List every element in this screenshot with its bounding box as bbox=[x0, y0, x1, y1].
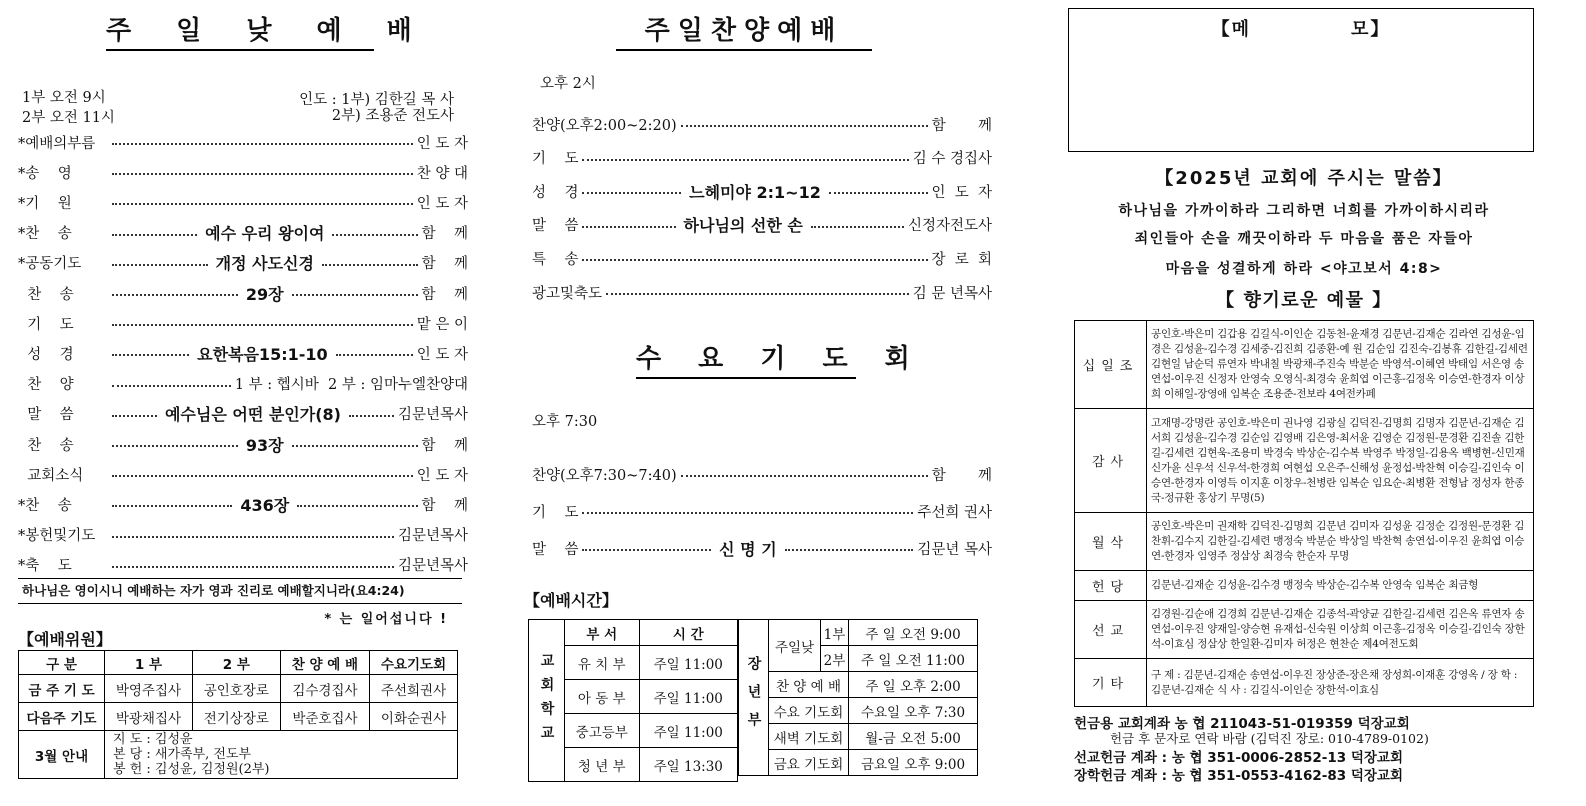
committee-table bbox=[18, 650, 458, 779]
order-person: 함 께 bbox=[421, 286, 468, 303]
order-label: 광고및축도 bbox=[532, 285, 603, 302]
order-label: *축 도 bbox=[18, 558, 72, 575]
march-label: 3월 안내 bbox=[19, 731, 105, 779]
leader-dots bbox=[349, 415, 394, 417]
committee-header: 수요기도회 bbox=[370, 651, 458, 675]
memo-title bbox=[1069, 15, 1533, 41]
leader-dots bbox=[582, 549, 711, 551]
committee-cell: 박영주집사 bbox=[105, 675, 193, 703]
order-title: 436장 bbox=[240, 495, 290, 515]
order-person: 함 께 bbox=[421, 256, 469, 273]
offering-category: 기타 bbox=[1075, 659, 1147, 707]
order-row bbox=[532, 537, 992, 559]
wednesday-time: 오후 7:30 bbox=[532, 414, 598, 430]
leader-dots bbox=[112, 475, 413, 477]
leader-1: 인도 : 1부) 김한길 목 사 bbox=[299, 92, 454, 108]
order-person: 인 도 자 bbox=[931, 184, 992, 201]
leader-dots bbox=[681, 125, 928, 127]
verse-line: 죄인들아 손을 깨끗이하라 두 마음을 품은 자들아 bbox=[1134, 231, 1474, 247]
order-person: 함 께 bbox=[421, 437, 468, 454]
leader-2: 2부) 조용준 전도사 bbox=[331, 108, 454, 124]
offering-category: 헌당 bbox=[1075, 571, 1147, 601]
order-label: *봉헌및기도 bbox=[18, 528, 96, 545]
order-person: 인 도 자 bbox=[416, 467, 468, 484]
order-title: 느헤미야 2:1~12 bbox=[689, 182, 821, 202]
dept-name: 청 년 부 bbox=[565, 748, 640, 782]
adult-part: 2부 bbox=[821, 646, 849, 672]
order-row bbox=[18, 282, 468, 304]
offering-names: 공인호-박은미 김갑용 김길식-이인순 김동천-윤재경 김문년-김재순 김라연 김성윤-임경은 김성윤-김수경 김세중-김진희 김종환-예 원 김순임 김진숙-김봉휴 김한길-김세련 김현일 남순덕 류연자 박내칠 박광채-주진숙 박분순 박영석-이혜연 박태임 서은영 송연섭-이우진 신정자 안영숙 오영식-최경숙 윤희엽 이근홍-김정옥 이승연-한경자 이상희 이해일-장영애 임복순 조용준-전보라 4여전카페 bbox=[1147, 321, 1534, 409]
order-row bbox=[18, 463, 468, 485]
dept-time: 주일 11:00 bbox=[639, 680, 738, 714]
committee-title: 【예배위원】 bbox=[18, 630, 112, 649]
order-person: 김 문 년목사 bbox=[912, 285, 992, 302]
leader-dots bbox=[582, 512, 913, 514]
scripture-quote: 하나님은 영이시니 예배하는 자가 영과 진리로 예배할지니라(요4:24) bbox=[22, 583, 405, 598]
adult-time: 금요일 오후 9:00 bbox=[849, 750, 978, 776]
schedule-title: 【예배시간】 bbox=[524, 591, 618, 610]
school-side-label: 교회학교 bbox=[529, 620, 565, 782]
order-label: 찬 송 bbox=[18, 286, 74, 303]
order-person: 인 도 자 bbox=[416, 346, 468, 363]
praise-service-title: 주일찬양예배 bbox=[616, 10, 872, 51]
order-row bbox=[532, 214, 992, 236]
order-label: 말 씀 bbox=[532, 218, 579, 235]
contact-note: 헌금 후 문자로 연락 바람 (김덕진 장로: 010-4789-0102) bbox=[1110, 731, 1429, 746]
order-label: *찬 송 bbox=[18, 226, 72, 243]
adult-service: 금요 기도회 bbox=[769, 750, 849, 776]
wednesday-title: 수 요 기 도 회 bbox=[636, 338, 856, 379]
leader-dots bbox=[112, 505, 232, 507]
order-person: 함 께 bbox=[421, 497, 468, 514]
order-label: 특 송 bbox=[532, 251, 579, 268]
order-row bbox=[18, 191, 468, 213]
sunday-service-column bbox=[18, 0, 468, 806]
leader-dots bbox=[336, 354, 413, 356]
order-row bbox=[18, 493, 468, 515]
memo-offering-column bbox=[1064, 0, 1578, 806]
order-label: 찬 송 bbox=[18, 437, 74, 454]
order-row bbox=[18, 554, 468, 576]
praise-time: 오후 2시 bbox=[540, 76, 596, 92]
committee-cell: 박준호집사 bbox=[280, 703, 369, 731]
order-row bbox=[18, 131, 468, 153]
order-title: 29장 bbox=[245, 284, 284, 304]
committee-cell: 전기상장로 bbox=[192, 703, 280, 731]
order-row bbox=[532, 147, 992, 169]
order-row bbox=[532, 500, 992, 522]
memo-title-right: 모】 bbox=[1351, 19, 1391, 40]
leader-dots bbox=[112, 415, 157, 417]
order-row bbox=[532, 247, 992, 269]
leader-dots bbox=[582, 159, 908, 161]
march-line: 지 도 : 김성윤 bbox=[113, 732, 193, 747]
order-label: 말 씀 bbox=[18, 407, 74, 424]
order-label: *기 원 bbox=[18, 195, 72, 212]
school-header: 시 간 bbox=[639, 620, 738, 646]
leader-dots bbox=[811, 226, 904, 228]
order-person: 김문년목사 bbox=[397, 528, 468, 545]
order-label: *찬 송 bbox=[18, 497, 72, 514]
offering-names: 김경원-김순애 김경희 김문년-김재순 김종석-곽양균 김한길-김세련 김은옥 류연자 송연섭-이우진 양재일-양승현 유재섭-신숙원 이상희 이근홍-김정옥 이승길-김인숙 장한석-이효심 정삼상 한일환-김미자 허정은 현찬순 제4여전도회 bbox=[1147, 601, 1534, 659]
leader-dots bbox=[582, 226, 675, 228]
adult-time: 수요일 오후 7:30 bbox=[849, 698, 978, 724]
order-label: 기 도 bbox=[532, 151, 579, 168]
adult-service: 찬 양 예 배 bbox=[769, 672, 849, 698]
leader-dots bbox=[332, 234, 417, 236]
march-line: 본 당 : 새가족부, 전도부 bbox=[113, 747, 252, 762]
leader-dots bbox=[112, 143, 413, 145]
order-title: 개정 사도신경 bbox=[215, 254, 314, 274]
order-label: 성 경 bbox=[18, 346, 74, 363]
adult-part: 1부 bbox=[821, 620, 849, 646]
committee-cell: 김수경집사 bbox=[280, 675, 369, 703]
leader-dots bbox=[112, 203, 413, 205]
order-row bbox=[18, 373, 468, 395]
order-label: 기 도 bbox=[532, 504, 579, 521]
memo-box bbox=[1068, 8, 1534, 152]
order-person: 김문년목사 bbox=[397, 407, 468, 424]
order-person: 김 수 경집사 bbox=[912, 151, 992, 168]
adult-time: 주 일 오후 2:00 bbox=[849, 672, 978, 698]
committee-cell: 이화순권사 bbox=[370, 703, 458, 731]
leader-dots bbox=[112, 264, 208, 266]
leader-dots bbox=[112, 173, 413, 175]
committee-cell: 주선희권사 bbox=[370, 675, 458, 703]
adult-schedule-table bbox=[738, 619, 978, 776]
order-person: 장 로 회 bbox=[931, 251, 992, 268]
leader-dots bbox=[606, 293, 909, 295]
committee-cell: 공인호장로 bbox=[192, 675, 280, 703]
order-person: 인 도 자 bbox=[416, 195, 468, 212]
dept-name: 유 치 부 bbox=[565, 646, 640, 680]
adult-time: 주 일 오전 9:00 bbox=[849, 620, 978, 646]
sunday-service-title: 주 일 낮 예 배 bbox=[106, 10, 374, 51]
committee-row-label: 다음주 기도 bbox=[19, 703, 105, 731]
adult-service: 수요 기도회 bbox=[769, 698, 849, 724]
order-row bbox=[532, 113, 992, 135]
verse-line: 마음을 성결하게 하라 <야고보서 4:8> bbox=[1165, 261, 1443, 277]
offering-names: 김문년-김재순 김성윤-김수경 맹정숙 박상순-김수복 안영숙 임복순 최금형 bbox=[1147, 571, 1534, 601]
order-label: 찬 양 bbox=[18, 377, 74, 394]
service-time-2: 2부 오전 11시 bbox=[22, 110, 115, 126]
school-schedule-table bbox=[528, 619, 738, 782]
order-title: 예수님은 어떤 분인가(8) bbox=[164, 405, 341, 425]
order-person: 함 께 bbox=[421, 226, 469, 243]
leader-dots bbox=[112, 234, 197, 236]
leader-dots bbox=[112, 566, 394, 568]
scholarship-account: 장학헌금 계좌 : 농 협 351-0553-4162-83 덕장교회 bbox=[1074, 768, 1404, 784]
praise-service-column bbox=[524, 0, 992, 806]
order-person: 함 께 bbox=[931, 117, 992, 134]
committee-cell: 박광채집사 bbox=[105, 703, 193, 731]
leader-dots bbox=[112, 294, 238, 296]
leader-dots bbox=[112, 385, 231, 387]
leader-dots bbox=[112, 536, 394, 538]
order-row bbox=[18, 252, 468, 274]
leader-dots bbox=[292, 294, 418, 296]
order-person: 찬 양 대 bbox=[416, 165, 468, 182]
leader-dots bbox=[322, 264, 418, 266]
committee-row-label: 금 주 기 도 bbox=[19, 675, 105, 703]
order-row bbox=[532, 463, 992, 485]
dept-name: 중고등부 bbox=[565, 714, 640, 748]
leader-dots bbox=[112, 324, 413, 326]
order-row bbox=[532, 180, 992, 202]
memo-title-left: 【메 bbox=[1211, 19, 1251, 40]
stand-note: * 는 일어섭니다 ! bbox=[324, 612, 448, 627]
leader-dots bbox=[297, 505, 417, 507]
dept-time: 주일 13:30 bbox=[639, 748, 738, 782]
offering-title: 【 향기로운 예물 】 bbox=[1216, 290, 1392, 311]
adult-time: 월-금 오전 5:00 bbox=[849, 724, 978, 750]
order-label: 찬양(오후2:00~2:20) bbox=[532, 117, 677, 134]
order-title: 예수 우리 왕이여 bbox=[205, 224, 325, 244]
offering-names: 고재명-강명란 공인호-박은미 권나영 김광실 김덕진-김명희 김명자 김문년-김재순 김서희 김성윤-김수경 김순임 김영배 김은영-최서윤 김영순 김정원-문경환 김진솔 김한길-김세련 김현욱-조용미 박경숙 박상순-김수복 박영주 박정일-김용옥 백병현-신민재 신가윤 신우석 신우석-한경희 여현섭 오은주-신해성 윤정섭-박찬혁 이승길-김인숙 이승연-한경자 이영득 이지훈 이창우-천병란 임복순 임요순-최병환 전형남 정성자 한종국-정규환 홍상기 무명(5) bbox=[1147, 409, 1534, 513]
order-person: 주선희 권사 bbox=[917, 504, 992, 521]
order-row bbox=[18, 433, 468, 455]
school-header: 부 서 bbox=[565, 620, 640, 646]
dept-time: 주일 11:00 bbox=[639, 714, 738, 748]
offering-category: 월삭 bbox=[1075, 513, 1147, 571]
offering-category: 선교 bbox=[1075, 601, 1147, 659]
order-person: 인 도 자 bbox=[416, 135, 468, 152]
offering-category: 십일조 bbox=[1075, 321, 1147, 409]
order-label: *공동기도 bbox=[18, 256, 82, 273]
leader-dots bbox=[292, 445, 418, 447]
leader-dots bbox=[112, 354, 189, 356]
order-row bbox=[18, 161, 468, 183]
order-person: 함 께 bbox=[931, 467, 992, 484]
adult-time: 주 일 오전 11:00 bbox=[849, 646, 978, 672]
order-label: 찬양(오후7:30~7:40) bbox=[532, 467, 677, 484]
order-person: 1 부 : 헵시바 2 부 : 임마누엘찬양대 bbox=[234, 377, 468, 394]
order-title: 93장 bbox=[245, 435, 284, 455]
committee-header: 구 분 bbox=[19, 651, 105, 675]
leader-dots bbox=[582, 259, 927, 261]
committee-header: 2 부 bbox=[192, 651, 280, 675]
dept-name: 아 동 부 bbox=[565, 680, 640, 714]
leader-dots bbox=[829, 192, 928, 194]
order-label: 기 도 bbox=[18, 316, 74, 333]
order-person: 신정자전도사 bbox=[907, 218, 992, 235]
leader-dots bbox=[785, 549, 914, 551]
leader-dots bbox=[582, 192, 681, 194]
order-title: 신 명 기 bbox=[719, 539, 777, 559]
leader-dots bbox=[681, 475, 928, 477]
order-row bbox=[532, 281, 992, 303]
verse-title: 【2025년 교회에 주시는 말씀】 bbox=[1155, 168, 1453, 189]
offering-names: 구 제 : 김문년-김재순 송연섭-이우진 장상준-장은채 장성희-이재훈 강영옥 / 장 학 : 김문년-김재순 식 사 : 김길식-이인순 장한석-이효심 bbox=[1147, 659, 1534, 707]
church-account: 헌금용 교회계좌 농 협 211043-51-019359 덕장교회 bbox=[1074, 716, 1410, 732]
order-label: *송 영 bbox=[18, 165, 72, 182]
verse-line: 하나님을 가까이하라 그리하면 너희를 가까이하시리라 bbox=[1118, 203, 1490, 219]
quote-box bbox=[18, 578, 462, 604]
order-title: 하나님의 선한 손 bbox=[683, 216, 803, 236]
leader-dots bbox=[112, 445, 238, 447]
order-row bbox=[18, 342, 468, 364]
offering-table bbox=[1074, 320, 1534, 707]
order-title: 요한복음15:1-10 bbox=[197, 344, 328, 364]
dept-time: 주일 11:00 bbox=[639, 646, 738, 680]
order-label: 성 경 bbox=[532, 184, 579, 201]
offering-category: 감사 bbox=[1075, 409, 1147, 513]
adult-service: 새벽 기도회 bbox=[769, 724, 849, 750]
march-line: 봉 헌 : 김성윤, 김정원(2부) bbox=[113, 762, 270, 777]
order-person: 김문년목사 bbox=[397, 558, 468, 575]
march-info bbox=[105, 731, 458, 779]
order-person: 김문년 목사 bbox=[917, 541, 992, 558]
order-person: 맡 은 이 bbox=[416, 316, 468, 333]
order-row bbox=[18, 524, 468, 546]
committee-header: 1 부 bbox=[105, 651, 193, 675]
order-label: 말 씀 bbox=[532, 541, 579, 558]
adult-side-label: 장년부 bbox=[739, 620, 769, 776]
mission-account: 선교헌금 계좌 : 농 협 351-0006-2852-13 덕장교회 bbox=[1074, 750, 1404, 766]
order-label: 교회소식 bbox=[18, 467, 84, 484]
order-label: *예배의부름 bbox=[18, 135, 96, 152]
order-row bbox=[18, 403, 468, 425]
offering-names: 공인호-박은미 권재학 김덕진-김명희 김문년 김미자 김성윤 김정순 김정원-문경환 김찬휘-김수지 김한길-김세련 맹정숙 박분순 박상일 박찬혁 송연섭-이우진 윤희엽 이승연-한경자 임영주 정삼상 최경숙 한순자 무명 bbox=[1147, 513, 1534, 571]
committee-header: 찬 양 예 배 bbox=[280, 651, 369, 675]
order-row bbox=[18, 222, 468, 244]
service-time-1: 1부 오전 9시 bbox=[22, 90, 106, 106]
order-row bbox=[18, 312, 468, 334]
adult-service: 주일낮 bbox=[769, 620, 821, 672]
